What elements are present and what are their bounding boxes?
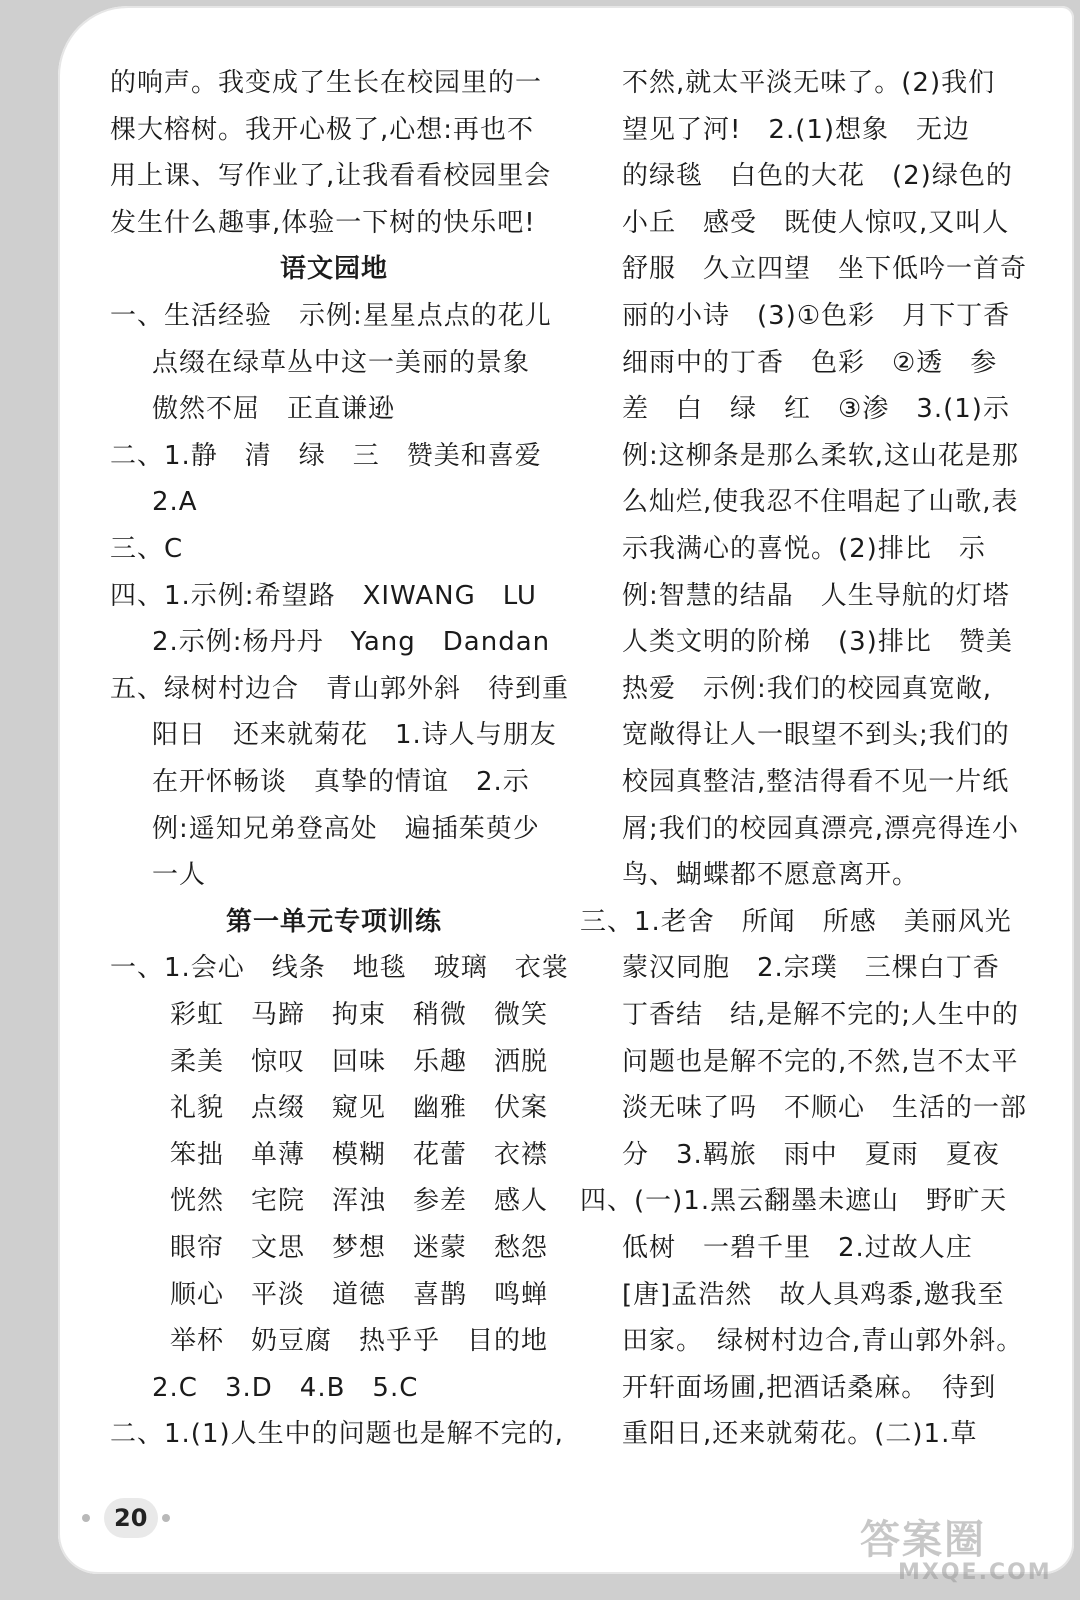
text-line: 小丘 感受 既使人惊叹,又叫人 <box>622 207 1010 238</box>
text-line: 细雨中的丁香 色彩 ②透 参 <box>622 347 998 378</box>
text-line: 丁香结 结,是解不完的;人生中的 <box>622 1000 1020 1030</box>
text-line: 蒙汉同胞 2.宗璞 三棵白丁香 <box>622 953 1000 984</box>
text-line: 开轩面场圃,把酒话桑麻。 待到 <box>622 1372 997 1403</box>
text-line: 田家。 绿树村边合,青山郭外斜。 <box>622 1326 1024 1357</box>
text-line: 人类文明的阶梯 (3)排比 赞美 <box>622 627 1013 658</box>
text-line: 三、1.老舍 所闻 所感 美丽风光 <box>580 906 1012 937</box>
text-line: 例:这柳条是那么柔软,这山花是那 <box>622 440 1020 471</box>
text-line: 例:遥知兄弟登高处 遍插茱萸少 <box>152 813 540 844</box>
text-line: 一、生活经验 示例:星星点点的花儿 <box>110 301 552 331</box>
text-line: 重阳日,还来就菊花。(二)1.草 <box>622 1419 978 1450</box>
text-line: 傲然不屈 正直谦逊 <box>152 394 396 425</box>
text-line: 校园真整洁,整洁得看不见一片纸 <box>622 767 1010 797</box>
text-line: 淡无味了吗 不顺心 生活的一部 <box>622 1093 1028 1124</box>
text-line: 丽的小诗 (3)①色彩 月下丁香 <box>622 301 1011 331</box>
text-line: 鸟、蝴蝶都不愿意离开。 <box>622 860 920 891</box>
text-line: 举杯 奶豆腐 热乎乎 目的地 <box>170 1326 549 1357</box>
text-line: 恍然 宅院 浑浊 参差 感人 <box>170 1186 549 1217</box>
section-heading: 第一单元专项训练 <box>226 906 443 937</box>
text-line: 的绿毯 白色的大花 (2)绿色的 <box>622 161 1013 192</box>
footer-dot <box>162 1514 170 1522</box>
text-line: 笨拙 单薄 模糊 花蕾 衣襟 <box>170 1139 549 1170</box>
text-line: 分 3.羁旅 雨中 夏雨 夏夜 <box>622 1139 1000 1170</box>
watermark-logo <box>860 1508 1060 1594</box>
text-line: 三、C <box>110 534 184 564</box>
text-line: 一人 <box>152 860 207 891</box>
text-line: 2.A <box>152 487 198 518</box>
text-line: [唐]孟浩然 故人具鸡黍,邀我至 <box>622 1279 1005 1310</box>
text-line: 发生什么趣事,体验一下树的快乐吧! <box>110 207 536 238</box>
section-heading: 语文园地 <box>280 254 389 285</box>
text-line: 低树 一碧千里 2.过故人庄 <box>622 1233 973 1263</box>
page-number: 20 <box>114 1504 148 1532</box>
text-line: 的响声。我变成了生长在校园里的一 <box>110 68 543 98</box>
text-line: 不然,就太平淡无味了。(2)我们 <box>622 68 996 98</box>
text-line: 二、1.(1)人生中的问题也是解不完的, <box>110 1419 564 1450</box>
text-line: 点缀在绿草丛中这一美丽的景象 <box>152 347 531 378</box>
text-line: 么灿烂,使我忍不住唱起了山歌,表 <box>622 487 1019 518</box>
text-line: 2.示例:杨丹丹 Yang Dandan <box>152 627 551 658</box>
text-line: 五、绿树村边合 青山郭外斜 待到重 <box>110 673 570 704</box>
text-line: 阳日 还来就菊花 1.诗人与朋友 <box>152 720 557 751</box>
text-line: 礼貌 点缀 窥见 幽雅 伏案 <box>170 1093 549 1124</box>
text-line: 四、(一)1.黑云翻墨未遮山 野旷天 <box>580 1186 1008 1217</box>
watermark-text: 答案圈 <box>860 1517 986 1563</box>
text-line: 热爱 示例:我们的校园真宽敞, <box>622 673 993 704</box>
text-line: 望见了河! 2.(1)想象 无边 <box>622 114 971 145</box>
text-line: 宽敞得让人一眼望不到头;我们的 <box>622 720 1010 751</box>
footer-dot <box>82 1514 90 1522</box>
text-line: 二、1.静 清 绿 三 赞美和喜爱 <box>110 440 542 471</box>
text-line: 2.C 3.D 4.B 5.C <box>152 1372 419 1403</box>
text-line: 彩虹 马蹄 拘束 稍微 微笑 <box>170 1000 549 1030</box>
text-line: 例:智慧的结晶 人生导航的灯塔 <box>622 580 1010 611</box>
text-line: 柔美 惊叹 回味 乐趣 洒脱 <box>170 1046 549 1077</box>
text-line: 棵大榕树。我开心极了,心想:再也不 <box>110 114 535 145</box>
text-line: 舒服 久立四望 坐下低吟一首奇 <box>622 254 1028 285</box>
watermark-url: MXQE.COM <box>898 1560 1052 1585</box>
text-line: 差 白 绿 红 ③渗 3.(1)示 <box>622 394 1010 425</box>
text-line: 顺心 平淡 道德 喜鹊 鸣蝉 <box>170 1279 549 1310</box>
text-line: 示我满心的喜悦。(2)排比 示 <box>622 534 986 564</box>
text-line: 屑;我们的校园真漂亮,漂亮得连小 <box>622 813 1020 844</box>
text-line: 用上课、写作业了,让我看看校园里会 <box>110 161 552 192</box>
text-line: 一、1.会心 线条 地毯 玻璃 衣裳 <box>110 953 569 984</box>
text-line: 眼帘 文思 梦想 迷蒙 愁怨 <box>170 1233 549 1263</box>
text-line: 在开怀畅谈 真挚的情谊 2.示 <box>152 767 530 797</box>
text-line: 问题也是解不完的,不然,岂不太平 <box>622 1046 1019 1077</box>
text-line: 四、1.示例:希望路 XIWANG LU <box>110 580 537 611</box>
